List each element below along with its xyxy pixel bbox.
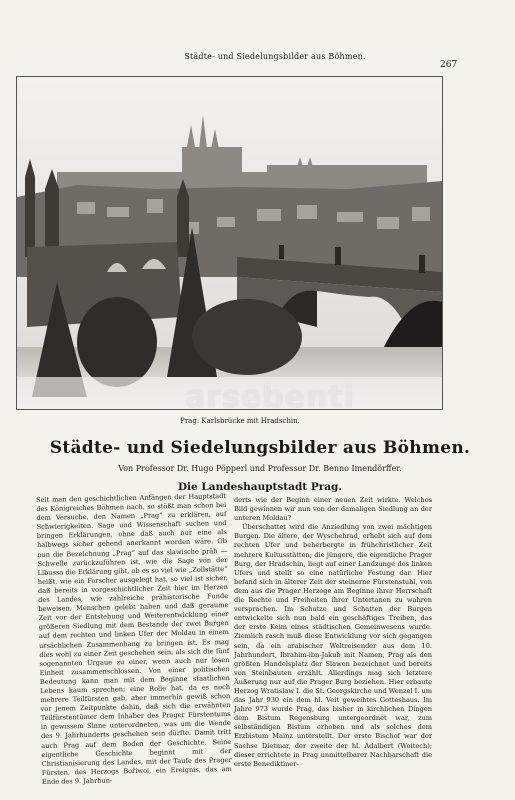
paragraph: Seit man den geschichtlichen Anfängen der Hauptstadt des Königreiches Böhmen nach, so stößt man schon bei dem Versuche, den Namen „Prag“ zu erklären, auf Schwierigkeiten. Sage und Wissenschaft suchen und bringen Erklärungen, ohne daß auch nur eine als halbwegs sicher gehend anerkannt worden wäre. Ob nun die Bezeichnung „Prag“ auf das slawische präh — Schwelle zurückzuführen ist, wie die Sage von der Libussa die Erklärung gibt, ob es so viel wie „Zollstätte“ heißt, wie ein Forscher ausgelegt hat, so viel ist sicher, daß bereits in vorgeschichtlicher Zeit hier im Herzen des Landes, wie zahlreiche prähistorische Funde beweisen, Menschen gelebt haben und daß geraume Zeit vor der Entstehung und Weiterentwicklung einer größeren Siedlung mit dem Bestande der zwei Burgen auf dem rechten und linken Ufer der Moldau in einem ursächlichen Zusammenhang zu bringen ist. Es mag dies wohl zu einer Zeit geschehen sein, als sich die fünf sogenannten Urgaue zu einer, wenn auch nur losen Einheit zusammenschlossen. Von einer politischen Bedeutung kann man mit dem Beginne staatlichen Lebens kaum sprechen; eine Rolle hat, da es noch mehrere Teilfürsten gab, aber immerhin gewiß schon vor jenem Zeitpunkte dahin, daß sich die erwähnten Teilfürstentümer dem Inhaber des Prager Fürstentums in gewissem Sinne unterordneten, was um die Wende des 9. Jahrhunderts geschehen sein dürfte. Damit tritt auch Prag auf dem Boden der Geschichte. Seine eigentliche Geschichte beginnt mit der Christianisierung des Landes, mit der Taufe des Prager Fürsten, des Herzogs Bořiwoi, ein Ereignis, das am Ende des 9. Jahrhun- [36, 492, 232, 786]
watermark: arsebenti [184, 380, 356, 415]
running-head: Städte- und Siedelungsbilder aus Böhmen. [184, 52, 366, 61]
article-title: Städte- und Siedelungsbilder aus Böhmen. [49, 438, 471, 458]
photo-illustration [17, 77, 442, 409]
page-number: 267 [440, 60, 458, 70]
text-column-right [234, 496, 432, 769]
article-byline: Von Professor Dr. Hugo Pöpperl und Professor Dr. Benno Imendörffer. [118, 464, 402, 473]
text-column-left [36, 492, 232, 787]
section-heading: Die Landeshauptstadt Prag. [177, 481, 343, 493]
paragraph: derts wie der Beginn einer neuen Zeit wirkte. Welches Bild gewinnen wir nun von der damaligen Siedlung an der unteren Moldau? [234, 496, 432, 523]
photo-caption: Prag: Karlsbrücke mit Hradschin. [180, 417, 300, 425]
photograph-prague-charles-bridge [16, 76, 443, 410]
paragraph: Überschattet wird die Anziedlung von zwei mächtigen Burgen. Die ältere, der Wyschehrad, erhebt sich auf dem rechten Ufer und beherbergte in frühchristlicher Zeit mehrere Kultusstätten; die jüngere, die eigentliche Prager Burg, der Hradschin, liegt auf einer Landzunge des linken Ufers und stellt so eine natürliche Festung dar. Hier befand sich in älterer Zeit der steinerne Fürstenstuhl, von dem aus die Prager Herzoge am Beginne ihrer Herrschaft die Rechte und Freiheiten ihrer Untertanen zu wahren versprachen. Im Schutze und Schatten der Burgen entwickelte sich nun bald ein geschäftiges Treiben, das der erste Keim eines städtischen Gemeinwesens wurde. Ziemlich rasch muß diese Entwicklung vor sich gegangen sein, da ein arabischer Weltreisender aus dem 10. Jahrhundert, Ibrahim-ibn-Jakub mit Namen, Prag als den größten Handelsplatz der Slawen bezeichnet und bereits von Steinbauten erzählt. Allerdings mag sich letztere Äußerung nur auf die Prager Burg beziehen. Hier erbaute Herzog Wratislaw I. die St. Georgskirche und Wenzel I. um das Jahr 930 ein dem hl. Veit geweihtes Gotteshaus. Im Jahre 973 wurde Prag, das bisher in kirchlichen Dingen dem Bistum Regensburg untergeordnet war, zum selbständigen Bistum erhoben und als solches dem Erzbistum Mainz unterstellt. Der erste Bischof war der Sachse Dietmar, der zweite der hl. Adalbert (Woitech); dieser errichtete in Prag unmittelbarer Nachbarschaft die erste Benediktiner- [234, 523, 432, 768]
